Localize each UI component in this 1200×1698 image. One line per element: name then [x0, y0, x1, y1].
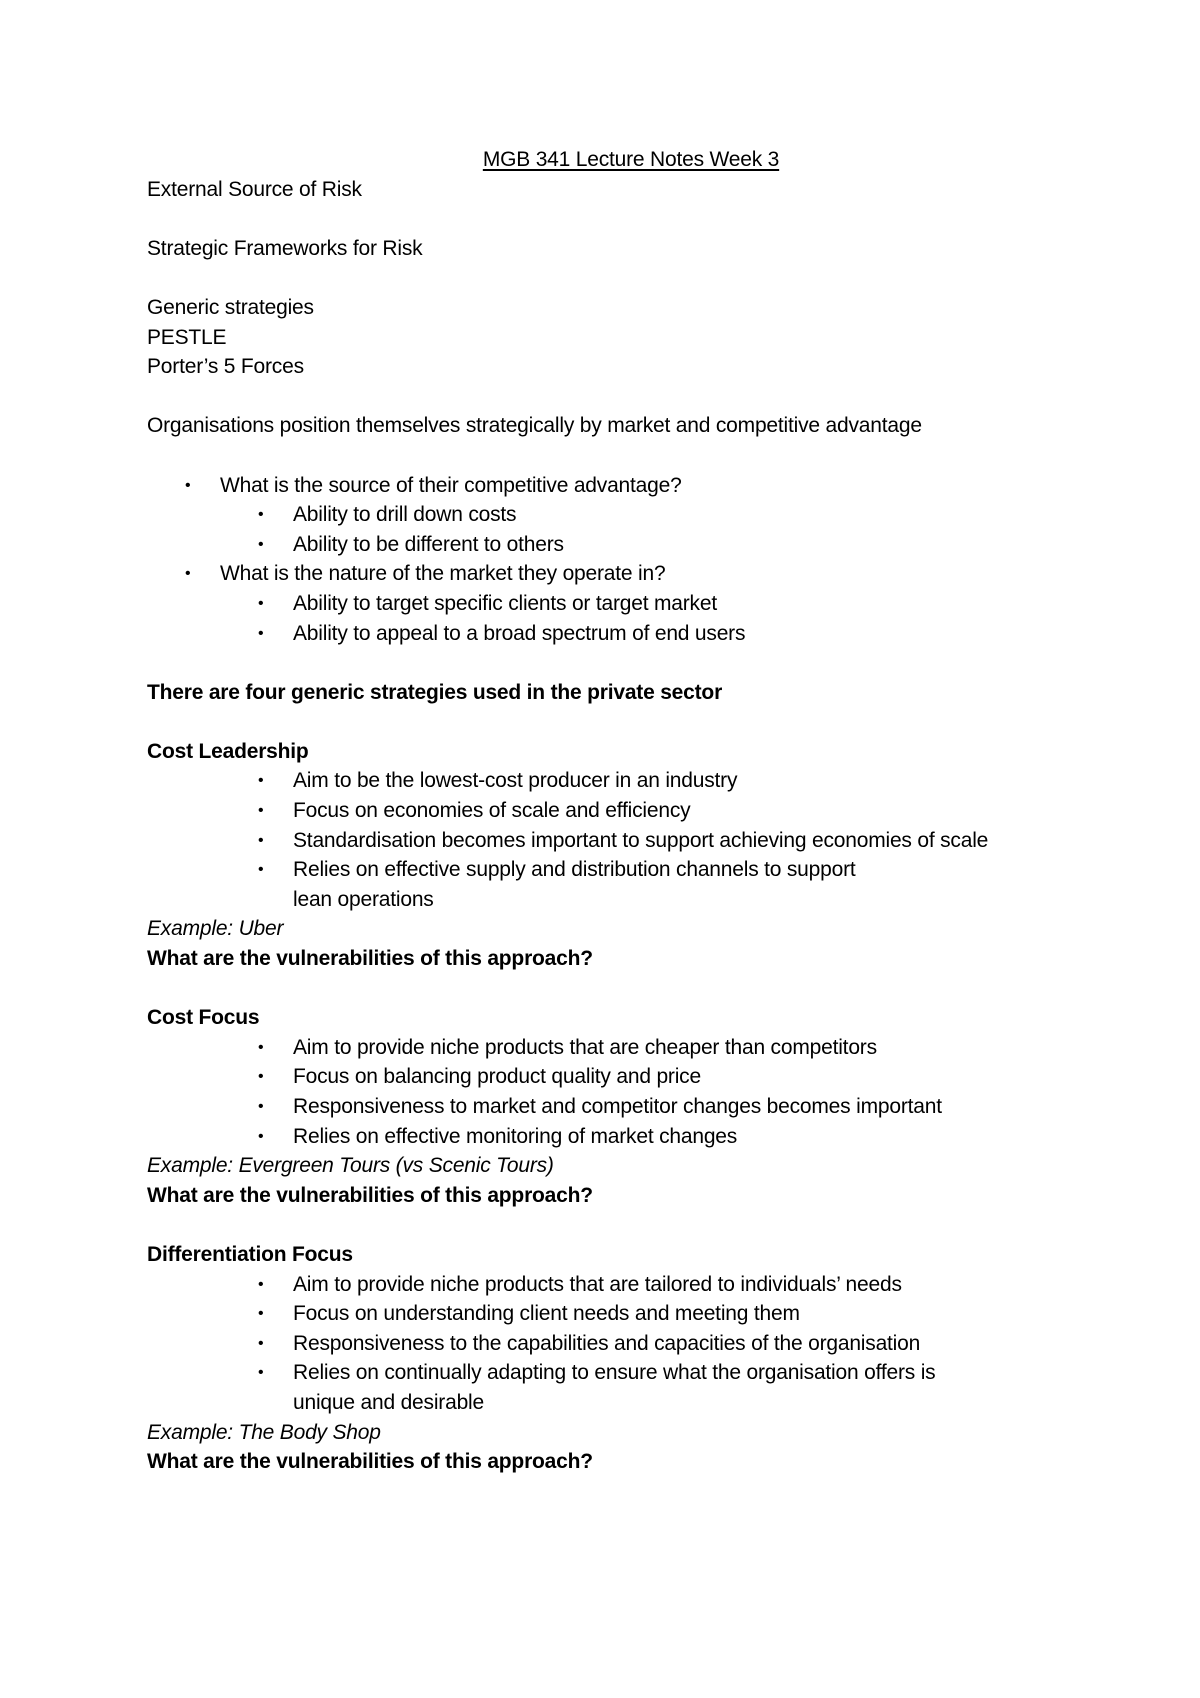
strategy-point	[147, 1299, 1097, 1329]
strategy-example: Example: Uber	[147, 917, 284, 941]
strategy-points-list	[147, 1270, 1097, 1418]
strategy-points-list	[147, 766, 1097, 914]
bullet-icon: •	[258, 506, 264, 524]
strategy-heading-cost-leadership: Cost Leadership	[147, 739, 309, 763]
strategy-point	[147, 1122, 1097, 1152]
spacer	[147, 382, 1097, 412]
answer-list-item	[220, 589, 1097, 619]
bullet-icon: •	[258, 1127, 264, 1145]
strategy-point	[147, 1033, 1097, 1063]
spacer	[147, 263, 1097, 293]
strategy-point-text: Relies on effective supply and distribution channels to support lean operations	[293, 858, 856, 911]
strategy-vulnerability-question: What are the vulnerabilities of this approach?	[147, 1183, 593, 1207]
answer-text: Ability to target specific clients or target market	[293, 591, 717, 615]
strategy-point	[147, 796, 1097, 826]
framework-item: PESTLE	[147, 325, 227, 349]
strategy-point-text: Focus on balancing product quality and price	[293, 1065, 701, 1089]
strategy-example: Example: Evergreen Tours (vs Scenic Tours)	[147, 1154, 554, 1178]
strategy-point	[147, 826, 1097, 856]
spacer	[147, 204, 1097, 234]
strategy-point-text: Responsiveness to market and competitor changes becomes important	[293, 1095, 942, 1118]
strategy-point	[147, 766, 1097, 796]
question-text: What is the nature of the market they operate in?	[220, 562, 666, 586]
bullet-icon: •	[258, 1038, 264, 1056]
strategy-example: Example: The Body Shop	[147, 1420, 381, 1444]
strategy-point-text: Relies on continually adapting to ensure what the organisation offers is unique and desirable	[293, 1361, 936, 1414]
answers-list	[220, 589, 1097, 648]
spacer	[147, 974, 1097, 1004]
strategy-point	[147, 855, 1097, 914]
question-list-item	[147, 559, 1097, 648]
heading-external-source: External Source of Risk	[147, 177, 362, 201]
bullet-icon: •	[258, 624, 264, 642]
strategy-point-text: Responsiveness to the capabilities and capacities of the organisation	[293, 1331, 921, 1355]
bullet-icon: •	[258, 1305, 264, 1323]
answer-list-item	[220, 500, 1097, 530]
answer-text: Ability to appeal to a broad spectrum of end users	[293, 621, 746, 645]
strategy-point-text: Focus on understanding client needs and meeting them	[293, 1302, 800, 1326]
strategy-point-text: Relies on effective monitoring of market changes	[293, 1124, 738, 1148]
answer-text: Ability to drill down costs	[293, 503, 517, 527]
strategy-point	[147, 1329, 1097, 1359]
page-title: MGB 341 Lecture Notes Week 3	[482, 148, 780, 171]
strategy-points-list	[147, 1033, 1097, 1151]
strategy-point	[147, 1270, 1097, 1300]
bullet-icon: •	[258, 1364, 264, 1382]
bullet-icon: •	[258, 861, 264, 879]
strategy-point	[147, 1092, 1097, 1122]
strategy-point	[147, 1062, 1097, 1092]
strategy-point-text: Aim to provide niche products that are cheaper than competitors	[293, 1035, 877, 1059]
answers-list	[220, 500, 1097, 559]
strategy-heading-cost-focus: Cost Focus	[147, 1006, 260, 1030]
four-strategies-heading: There are four generic strategies used in the private sector	[147, 680, 723, 704]
bullet-icon: •	[258, 1334, 264, 1352]
answer-list-item	[220, 530, 1097, 560]
bullet-icon: •	[258, 831, 264, 849]
framework-item: Porter’s 5 Forces	[147, 355, 304, 379]
strategy-point-text: Standardisation becomes important to support achieving economies of scale	[293, 828, 989, 852]
strategy-point-text: Focus on economies of scale and efficiency	[293, 799, 691, 823]
document-body	[147, 145, 1097, 1477]
bullet-icon: •	[258, 1098, 264, 1115]
question-text: What is the source of their competitive advantage?	[220, 473, 682, 497]
heading-strategic-frameworks: Strategic Frameworks for Risk	[147, 236, 423, 260]
answer-text: Ability to be different to others	[293, 532, 564, 556]
bullet-icon: •	[258, 535, 264, 553]
question-list-item	[147, 471, 1097, 560]
spacer	[147, 441, 1097, 471]
bullet-icon: •	[258, 772, 264, 790]
bullet-icon: •	[258, 1068, 264, 1086]
bullet-icon: •	[258, 802, 264, 820]
strategy-point	[147, 1358, 1097, 1417]
bullet-icon: •	[258, 1275, 264, 1293]
framework-item: Generic strategies	[147, 295, 314, 319]
strategy-heading-differentiation-focus: Differentiation Focus	[147, 1242, 353, 1266]
answer-list-item	[220, 619, 1097, 649]
bullet-icon: •	[185, 476, 191, 494]
strategy-vulnerability-question: What are the vulnerabilities of this approach?	[147, 947, 593, 971]
spacer	[147, 648, 1097, 678]
bullet-icon: •	[185, 565, 191, 583]
spacer	[147, 707, 1097, 737]
bullet-icon: •	[258, 594, 264, 612]
strategy-point-text: Aim to be the lowest-cost producer in an industry	[293, 769, 738, 793]
spacer	[147, 1210, 1097, 1240]
strategy-vulnerability-question: What are the vulnerabilities of this approach?	[147, 1450, 593, 1474]
positioning-intro: Organisations position themselves strategically by market and competitive advantage	[147, 414, 922, 438]
strategy-point-text: Aim to provide niche products that are tailored to individuals’ needs	[293, 1272, 902, 1296]
positioning-questions-list	[147, 471, 1097, 649]
